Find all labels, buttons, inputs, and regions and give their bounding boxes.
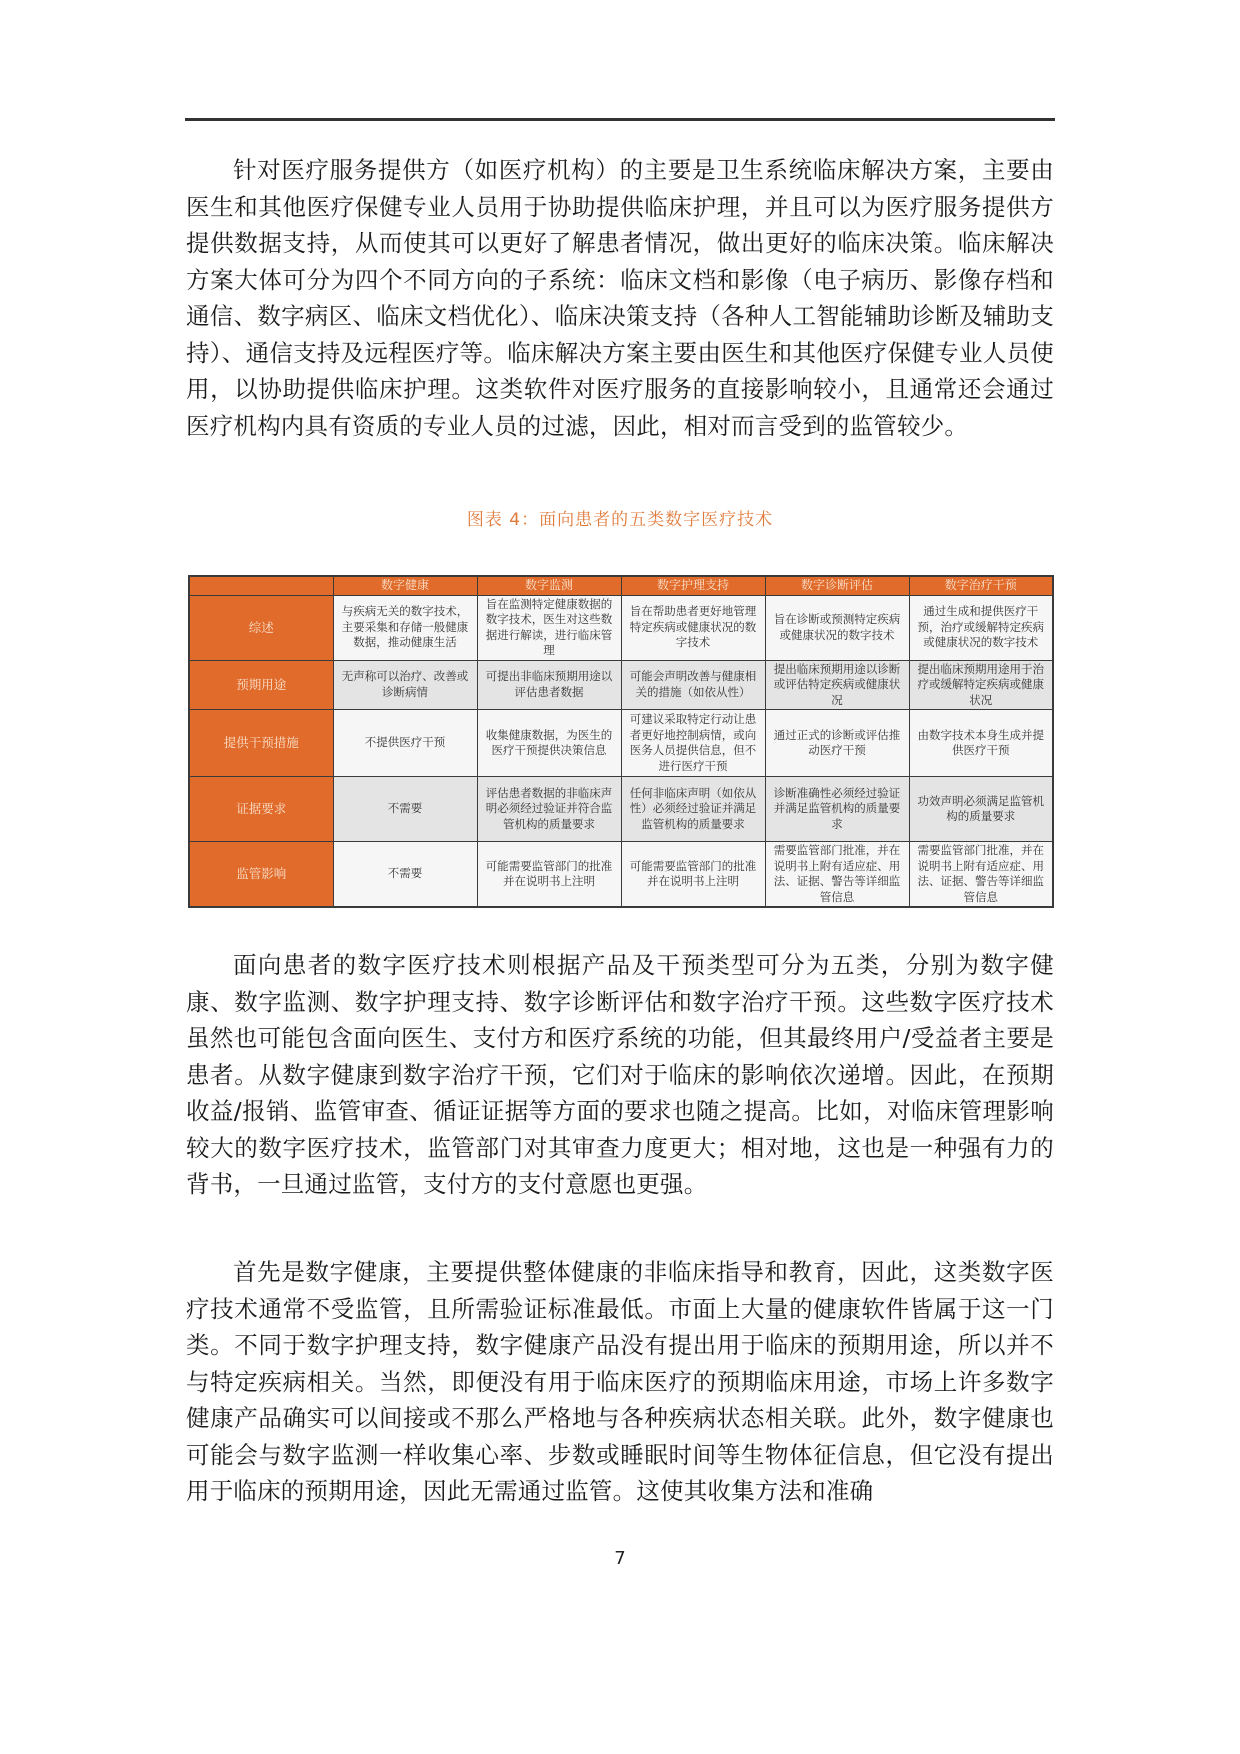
- table-cell: 由数字技术本身生成并提供医疗干预: [909, 710, 1053, 777]
- column-header: 数字护理支持: [621, 576, 765, 595]
- table-cell: 功效声明必须满足监管机构的质量要求: [909, 777, 1053, 842]
- header-rule: [185, 118, 1055, 121]
- table-cell: 收集健康数据，为医生的医疗干预提供决策信息: [477, 710, 621, 777]
- table-cell: 旨在帮助患者更好地管理特定疾病或健康状况的数字技术: [621, 595, 765, 660]
- row-header: 预期用途: [189, 660, 333, 710]
- table-cell: 提出临床预期用途用于治疗或缓解特定疾病或健康状况: [909, 660, 1053, 710]
- table-cell: 旨在监测特定健康数据的数字技术，医生对这些数据进行解读，进行临床管理: [477, 595, 621, 660]
- table-cell: 不需要: [333, 842, 477, 908]
- paragraph-1: 针对医疗服务提供方（如医疗机构）的主要是卫生系统临床解决方案，主要由医生和其他医疗保健专业人员用于协助提供临床护理，并且可以为医疗服务提供方提供数据支持，从而使其可以更好了解患者情况，做出更好的临床决策。临床解决方案大体可分为四个不同方向的子系统：临床文档和影像（电子病历、影像存档和通信、数字病区、临床文档优化）、临床决策支持（各种人工智能辅助诊断及辅助支持）、通信支持及远程医疗等。临床解决方案主要由医生和其他医疗保健专业人员使用，以协助提供临床护理。这类软件对医疗服务的直接影响较小，且通常还会通过医疗机构内具有资质的专业人员的过滤，因此，相对而言受到的监管较少。: [186, 156, 1054, 440]
- column-header: 数字监测: [477, 576, 621, 595]
- table-header-row: [189, 576, 1053, 595]
- table-cell: 任何非临床声明（如依从性）必须经过验证并满足监管机构的质量要求: [621, 777, 765, 842]
- table-corner-cell: [189, 576, 333, 595]
- page-number: 7: [614, 1548, 626, 1569]
- comparison-table: [188, 575, 1054, 908]
- table-row: [189, 710, 1053, 777]
- table-cell: 可能需要监管部门的批准并在说明书上注明: [621, 842, 765, 908]
- table-cell: 可建议采取特定行动让患者更好地控制病情，或向医务人员提供信息，但不进行医疗干预: [621, 710, 765, 777]
- row-header: 监管影响: [189, 842, 333, 908]
- figure-caption: 图表 4：面向患者的五类数字医疗技术: [466, 510, 774, 530]
- table-cell: 需要监管部门批准，并在说明书上附有适应症、用法、证据、警告等详细监管信息: [765, 842, 909, 908]
- paragraph-2: 面向患者的数字医疗技术则根据产品及干预类型可分为五类，分别为数字健康、数字监测、数字护理支持、数字诊断评估和数字治疗干预。这些数字医疗技术虽然也可能包含面向医生、支付方和医疗系统的功能，但其最终用户/受益者主要是患者。从数字健康到数字治疗干预，它们对于临床的影响依次递增。因此，在预期收益/报销、监管审查、循证证据等方面的要求也随之提高。比如，对临床管理影响较大的数字医疗技术，监管部门对其审查力度更大；相对地，这也是一种强有力的背书，一旦通过监管，支付方的支付意愿也更强。: [186, 951, 1054, 1198]
- row-header: 综述: [189, 595, 333, 660]
- table-cell: 通过正式的诊断或评估推动医疗干预: [765, 710, 909, 777]
- paragraph-3: 首先是数字健康，主要提供整体健康的非临床指导和教育，因此，这类数字医疗技术通常不受监管，且所需验证标准最低。市面上大量的健康软件皆属于这一门类。不同于数字护理支持，数字健康产品没有提出用于临床的预期用途，所以并不与特定疾病相关。当然，即便没有用于临床医疗的预期临床用途，市场上许多数字健康产品确实可以间接或不那么严格地与各种疾病状态相关联。此外，数字健康也可能会与数字监测一样收集心率、步数或睡眠时间等生物体征信息，但它没有提出用于临床的预期用途，因此无需通过监管。这使其收集方法和准确: [186, 1258, 1054, 1505]
- table-cell: 可能会声明改善与健康相关的措施（如依从性）: [621, 660, 765, 710]
- table-cell: 不需要: [333, 777, 477, 842]
- row-header: 证据要求: [189, 777, 333, 842]
- table-cell: 旨在诊断或预测特定疾病或健康状况的数字技术: [765, 595, 909, 660]
- table-row: [189, 595, 1053, 660]
- table-cell: 与疾病无关的数字技术，主要采集和存储一般健康数据，推动健康生活: [333, 595, 477, 660]
- table-cell: 无声称可以治疗、改善或诊断病情: [333, 660, 477, 710]
- table-row: [189, 777, 1053, 842]
- column-header: 数字治疗干预: [909, 576, 1053, 595]
- table-cell: 可提出非临床预期用途以评估患者数据: [477, 660, 621, 710]
- table-cell: 诊断准确性必须经过验证并满足监管机构的质量要求: [765, 777, 909, 842]
- table-cell: 提出临床预期用途以诊断或评估特定疾病或健康状况: [765, 660, 909, 710]
- table-cell: 不提供医疗干预: [333, 710, 477, 777]
- column-header: 数字诊断评估: [765, 576, 909, 595]
- table-cell: 可能需要监管部门的批准并在说明书上注明: [477, 842, 621, 908]
- table-row: [189, 842, 1053, 908]
- table-cell: 通过生成和提供医疗干预，治疗或缓解特定疾病或健康状况的数字技术: [909, 595, 1053, 660]
- table-cell: 评估患者数据的非临床声明必须经过验证并符合监管机构的质量要求: [477, 777, 621, 842]
- table-row: [189, 660, 1053, 710]
- table-cell: 需要监管部门批准，并在说明书上附有适应症、用法、证据、警告等详细监管信息: [909, 842, 1053, 908]
- row-header: 提供干预措施: [189, 710, 333, 777]
- column-header: 数字健康: [333, 576, 477, 595]
